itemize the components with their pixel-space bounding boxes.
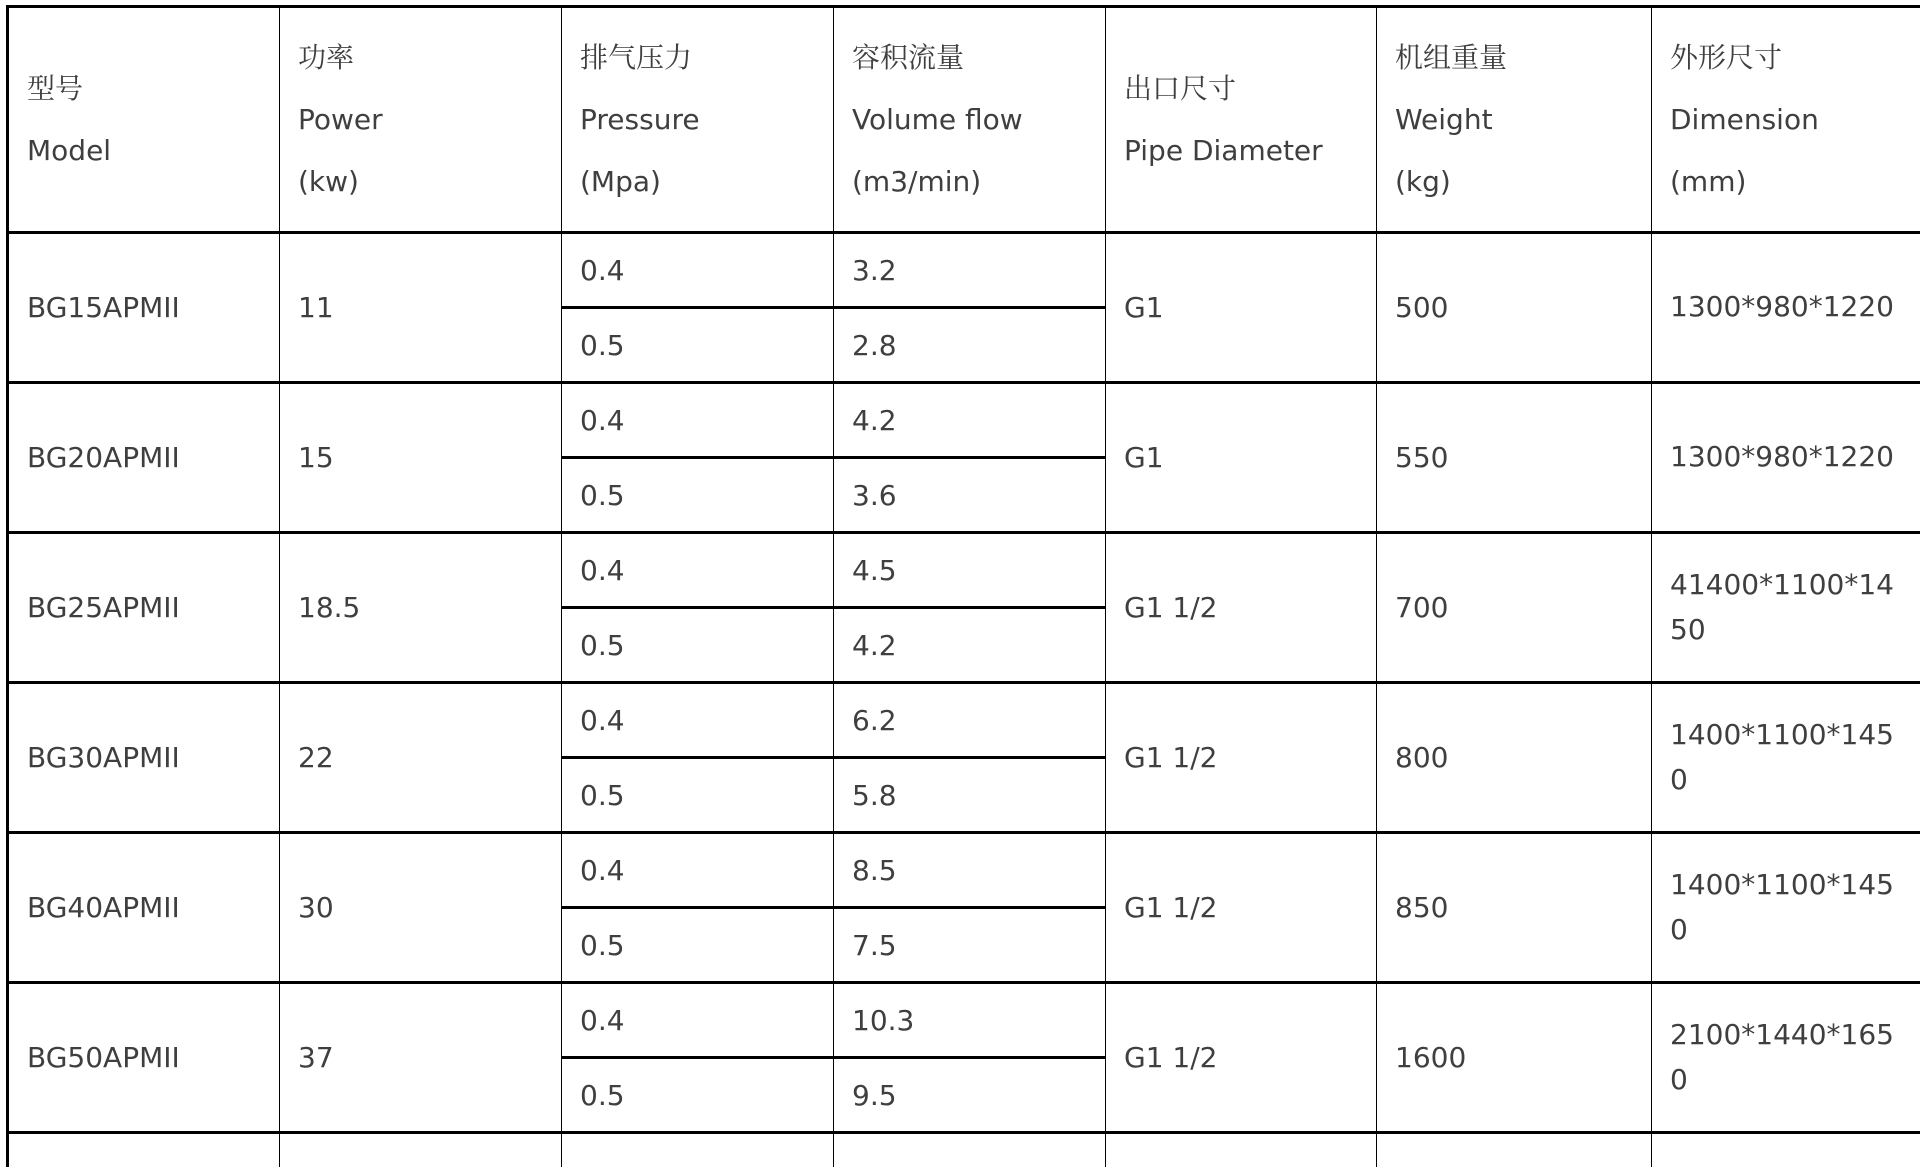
spec-row-upper bbox=[8, 683, 1920, 758]
partial-cell bbox=[1652, 1133, 1920, 1167]
pressure-cell-second: 0.5 bbox=[562, 308, 834, 383]
dimension-cell: 2100*1440*1650 bbox=[1652, 983, 1920, 1133]
header-model-zh: 型号 bbox=[27, 71, 84, 105]
compressor-spec-table bbox=[6, 5, 1920, 1167]
col-header-model bbox=[8, 7, 280, 233]
partial-next-row bbox=[8, 1133, 1920, 1167]
header-volume-unit: (m3/min) bbox=[852, 164, 982, 198]
header-weight-en: Weight bbox=[1395, 102, 1493, 136]
model-cell: BG40APMII bbox=[8, 833, 280, 983]
volume-flow-cell-second: 2.8 bbox=[834, 308, 1106, 383]
model-cell: BG30APMII bbox=[8, 683, 280, 833]
partial-cell bbox=[834, 1133, 1106, 1167]
col-header-dimension bbox=[1652, 7, 1920, 233]
volume-flow-cell-first: 4.2 bbox=[834, 383, 1106, 458]
volume-flow-cell-second: 5.8 bbox=[834, 758, 1106, 833]
header-pipe-zh: 出口尺寸 bbox=[1124, 71, 1237, 105]
power-cell: 22 bbox=[280, 683, 562, 833]
pressure-cell-first: 0.4 bbox=[562, 683, 834, 758]
dimension-cell: 1400*1100*1450 bbox=[1652, 833, 1920, 983]
header-volume-zh: 容积流量 bbox=[852, 40, 965, 74]
pressure-cell-second: 0.5 bbox=[562, 758, 834, 833]
model-cell: BG50APMII bbox=[8, 983, 280, 1133]
pressure-cell-second: 0.5 bbox=[562, 608, 834, 683]
volume-flow-cell-first: 4.5 bbox=[834, 533, 1106, 608]
volume-flow-cell-second: 7.5 bbox=[834, 908, 1106, 983]
header-pipe-en: Pipe Diameter bbox=[1124, 133, 1323, 167]
spec-row-upper bbox=[8, 383, 1920, 458]
header-pressure-zh: 排气压力 bbox=[580, 40, 693, 74]
partial-cell bbox=[1106, 1133, 1377, 1167]
col-header-weight bbox=[1377, 7, 1652, 233]
pipe-diameter-cell: G1 1/2 bbox=[1106, 533, 1377, 683]
spec-row-upper bbox=[8, 983, 1920, 1058]
power-cell: 30 bbox=[280, 833, 562, 983]
dimension-cell: 1300*980*1220 bbox=[1652, 233, 1920, 383]
header-weight-unit: (kg) bbox=[1395, 164, 1451, 198]
dimension-cell: 1400*1100*1450 bbox=[1652, 683, 1920, 833]
partial-cell bbox=[1377, 1133, 1652, 1167]
volume-flow-cell-second: 3.6 bbox=[834, 458, 1106, 533]
pressure-cell-first: 0.4 bbox=[562, 833, 834, 908]
model-cell: BG20APMII bbox=[8, 383, 280, 533]
header-pressure-unit: (Mpa) bbox=[580, 164, 661, 198]
power-cell: 15 bbox=[280, 383, 562, 533]
header-pressure-en: Pressure bbox=[580, 102, 700, 136]
partial-cell bbox=[8, 1133, 280, 1167]
col-header-pressure bbox=[562, 7, 834, 233]
header-row bbox=[8, 7, 1920, 233]
spec-table-body bbox=[8, 233, 1920, 1133]
header-power-unit: (kw) bbox=[298, 164, 359, 198]
pressure-cell-first: 0.4 bbox=[562, 533, 834, 608]
spec-row-upper bbox=[8, 233, 1920, 308]
pressure-cell-second: 0.5 bbox=[562, 908, 834, 983]
weight-cell: 850 bbox=[1377, 833, 1652, 983]
model-cell: BG15APMII bbox=[8, 233, 280, 383]
volume-flow-cell-first: 3.2 bbox=[834, 233, 1106, 308]
power-cell: 37 bbox=[280, 983, 562, 1133]
header-dimension-zh: 外形尺寸 bbox=[1670, 40, 1783, 74]
header-dimension-en: Dimension bbox=[1670, 102, 1819, 136]
header-power-zh: 功率 bbox=[298, 40, 355, 74]
pressure-cell-first: 0.4 bbox=[562, 983, 834, 1058]
model-cell: BG25APMII bbox=[8, 533, 280, 683]
spec-row-upper bbox=[8, 833, 1920, 908]
volume-flow-cell-second: 4.2 bbox=[834, 608, 1106, 683]
pipe-diameter-cell: G1 bbox=[1106, 383, 1377, 533]
pipe-diameter-cell: G1 1/2 bbox=[1106, 683, 1377, 833]
partial-cell bbox=[562, 1133, 834, 1167]
header-volume-en: Volume flow bbox=[852, 102, 1023, 136]
header-power-en: Power bbox=[298, 102, 383, 136]
pipe-diameter-cell: G1 1/2 bbox=[1106, 983, 1377, 1133]
weight-cell: 550 bbox=[1377, 383, 1652, 533]
weight-cell: 700 bbox=[1377, 533, 1652, 683]
pressure-cell-first: 0.4 bbox=[562, 233, 834, 308]
header-dimension-unit: (mm) bbox=[1670, 164, 1747, 198]
weight-cell: 800 bbox=[1377, 683, 1652, 833]
weight-cell: 1600 bbox=[1377, 983, 1652, 1133]
col-header-power bbox=[280, 7, 562, 233]
volume-flow-cell-second: 9.5 bbox=[834, 1058, 1106, 1133]
pipe-diameter-cell: G1 bbox=[1106, 233, 1377, 383]
header-weight-zh: 机组重量 bbox=[1395, 40, 1508, 74]
pressure-cell-second: 0.5 bbox=[562, 458, 834, 533]
dimension-cell: 41400*1100*1450 bbox=[1652, 533, 1920, 683]
volume-flow-cell-first: 6.2 bbox=[834, 683, 1106, 758]
spec-row-upper bbox=[8, 533, 1920, 608]
weight-cell: 500 bbox=[1377, 233, 1652, 383]
power-cell: 11 bbox=[280, 233, 562, 383]
pressure-cell-second: 0.5 bbox=[562, 1058, 834, 1133]
pressure-cell-first: 0.4 bbox=[562, 383, 834, 458]
volume-flow-cell-first: 8.5 bbox=[834, 833, 1106, 908]
dimension-cell: 1300*980*1220 bbox=[1652, 383, 1920, 533]
col-header-volume-flow bbox=[834, 7, 1106, 233]
header-model-en: Model bbox=[27, 133, 112, 167]
partial-cell bbox=[280, 1133, 562, 1167]
power-cell: 18.5 bbox=[280, 533, 562, 683]
volume-flow-cell-first: 10.3 bbox=[834, 983, 1106, 1058]
col-header-pipe-diameter bbox=[1106, 7, 1377, 233]
pipe-diameter-cell: G1 1/2 bbox=[1106, 833, 1377, 983]
